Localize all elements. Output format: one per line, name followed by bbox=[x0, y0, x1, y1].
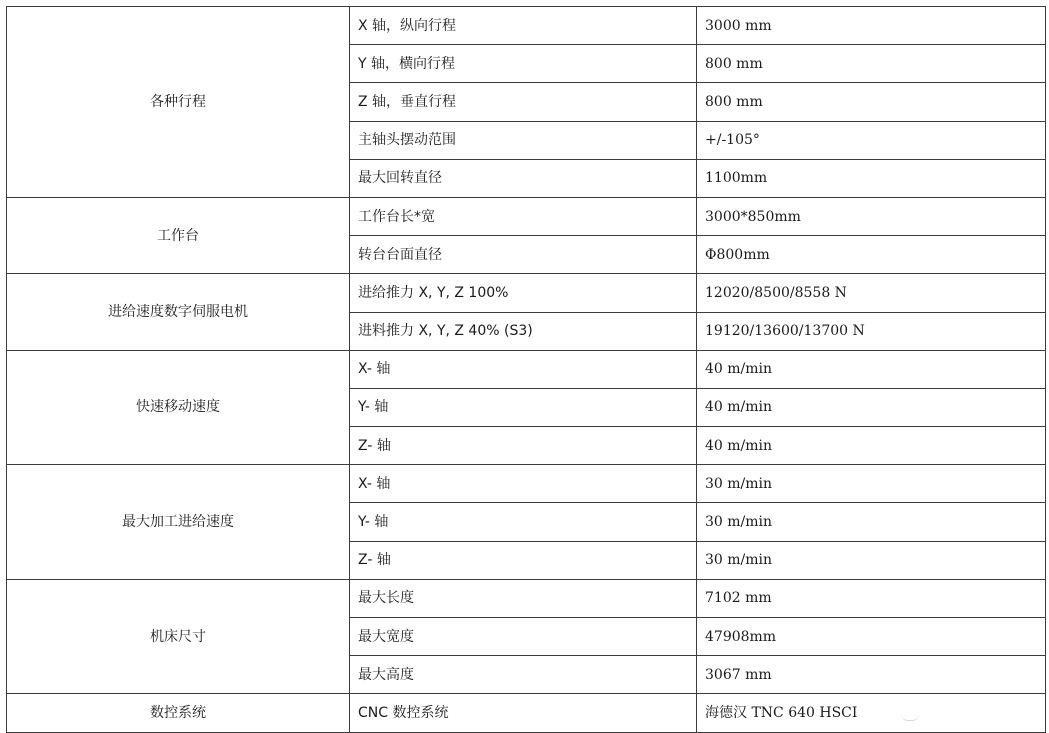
item-cell: 最大回转直径 bbox=[350, 159, 697, 197]
category-cell: 进给速度数字伺服电机 bbox=[7, 274, 350, 350]
spec-table-body bbox=[7, 7, 1046, 733]
value-cell: 40 m/min bbox=[697, 350, 1046, 388]
value-cell: 3067 mm bbox=[697, 656, 1046, 694]
category-cell: 各种行程 bbox=[7, 7, 350, 198]
table-row bbox=[7, 694, 1046, 732]
item-cell: X- 轴 bbox=[350, 465, 697, 503]
item-cell: Z 轴，垂直行程 bbox=[350, 83, 697, 121]
item-cell: 最大长度 bbox=[350, 579, 697, 617]
item-cell: 最大宽度 bbox=[350, 618, 697, 656]
item-cell: Y- 轴 bbox=[350, 388, 697, 426]
value-cell: 800 mm bbox=[697, 45, 1046, 83]
table-row bbox=[7, 579, 1046, 617]
value-cell: 19120/13600/13700 N bbox=[697, 312, 1046, 350]
item-cell: 进料推力 X, Y, Z 40% (S3) bbox=[350, 312, 697, 350]
value-cell: 47908mm bbox=[697, 618, 1046, 656]
table-row bbox=[7, 7, 1046, 45]
item-cell: 转台台面直径 bbox=[350, 236, 697, 274]
spec-table bbox=[6, 6, 1046, 733]
item-cell: 进给推力 X, Y, Z 100% bbox=[350, 274, 697, 312]
item-cell: Z- 轴 bbox=[350, 541, 697, 579]
table-row bbox=[7, 350, 1046, 388]
table-row bbox=[7, 197, 1046, 235]
value-cell: +/-105° bbox=[697, 121, 1046, 159]
item-cell: Z- 轴 bbox=[350, 427, 697, 465]
value-cell: 40 m/min bbox=[697, 427, 1046, 465]
value-cell: 12020/8500/8558 N bbox=[697, 274, 1046, 312]
value-cell: 800 mm bbox=[697, 83, 1046, 121]
item-cell: X 轴，纵向行程 bbox=[350, 7, 697, 45]
category-cell: 快速移动速度 bbox=[7, 350, 350, 465]
value-cell: 30 m/min bbox=[697, 503, 1046, 541]
item-cell: 最大高度 bbox=[350, 656, 697, 694]
category-cell: 工作台 bbox=[7, 197, 350, 273]
value-cell: 3000 mm bbox=[697, 7, 1046, 45]
value-cell: 3000*850mm bbox=[697, 197, 1046, 235]
value-cell: Φ800mm bbox=[697, 236, 1046, 274]
value-cell: 7102 mm bbox=[697, 579, 1046, 617]
value-cell: 30 m/min bbox=[697, 465, 1046, 503]
table-row bbox=[7, 465, 1046, 503]
category-cell: 最大加工进给速度 bbox=[7, 465, 350, 580]
item-cell: Y- 轴 bbox=[350, 503, 697, 541]
item-cell: 工作台长*宽 bbox=[350, 197, 697, 235]
value-cell: 30 m/min bbox=[697, 541, 1046, 579]
category-cell: 数控系统 bbox=[7, 694, 350, 732]
value-cell: 40 m/min bbox=[697, 388, 1046, 426]
category-cell: 机床尺寸 bbox=[7, 579, 350, 694]
table-row bbox=[7, 274, 1046, 312]
item-cell: 主轴头摆动范围 bbox=[350, 121, 697, 159]
value-cell: 1100mm bbox=[697, 159, 1046, 197]
item-cell: CNC 数控系统 bbox=[350, 694, 697, 732]
item-cell: X- 轴 bbox=[350, 350, 697, 388]
item-cell: Y 轴，横向行程 bbox=[350, 45, 697, 83]
value-cell: 海德汉 TNC 640 HSCI bbox=[697, 694, 1046, 732]
